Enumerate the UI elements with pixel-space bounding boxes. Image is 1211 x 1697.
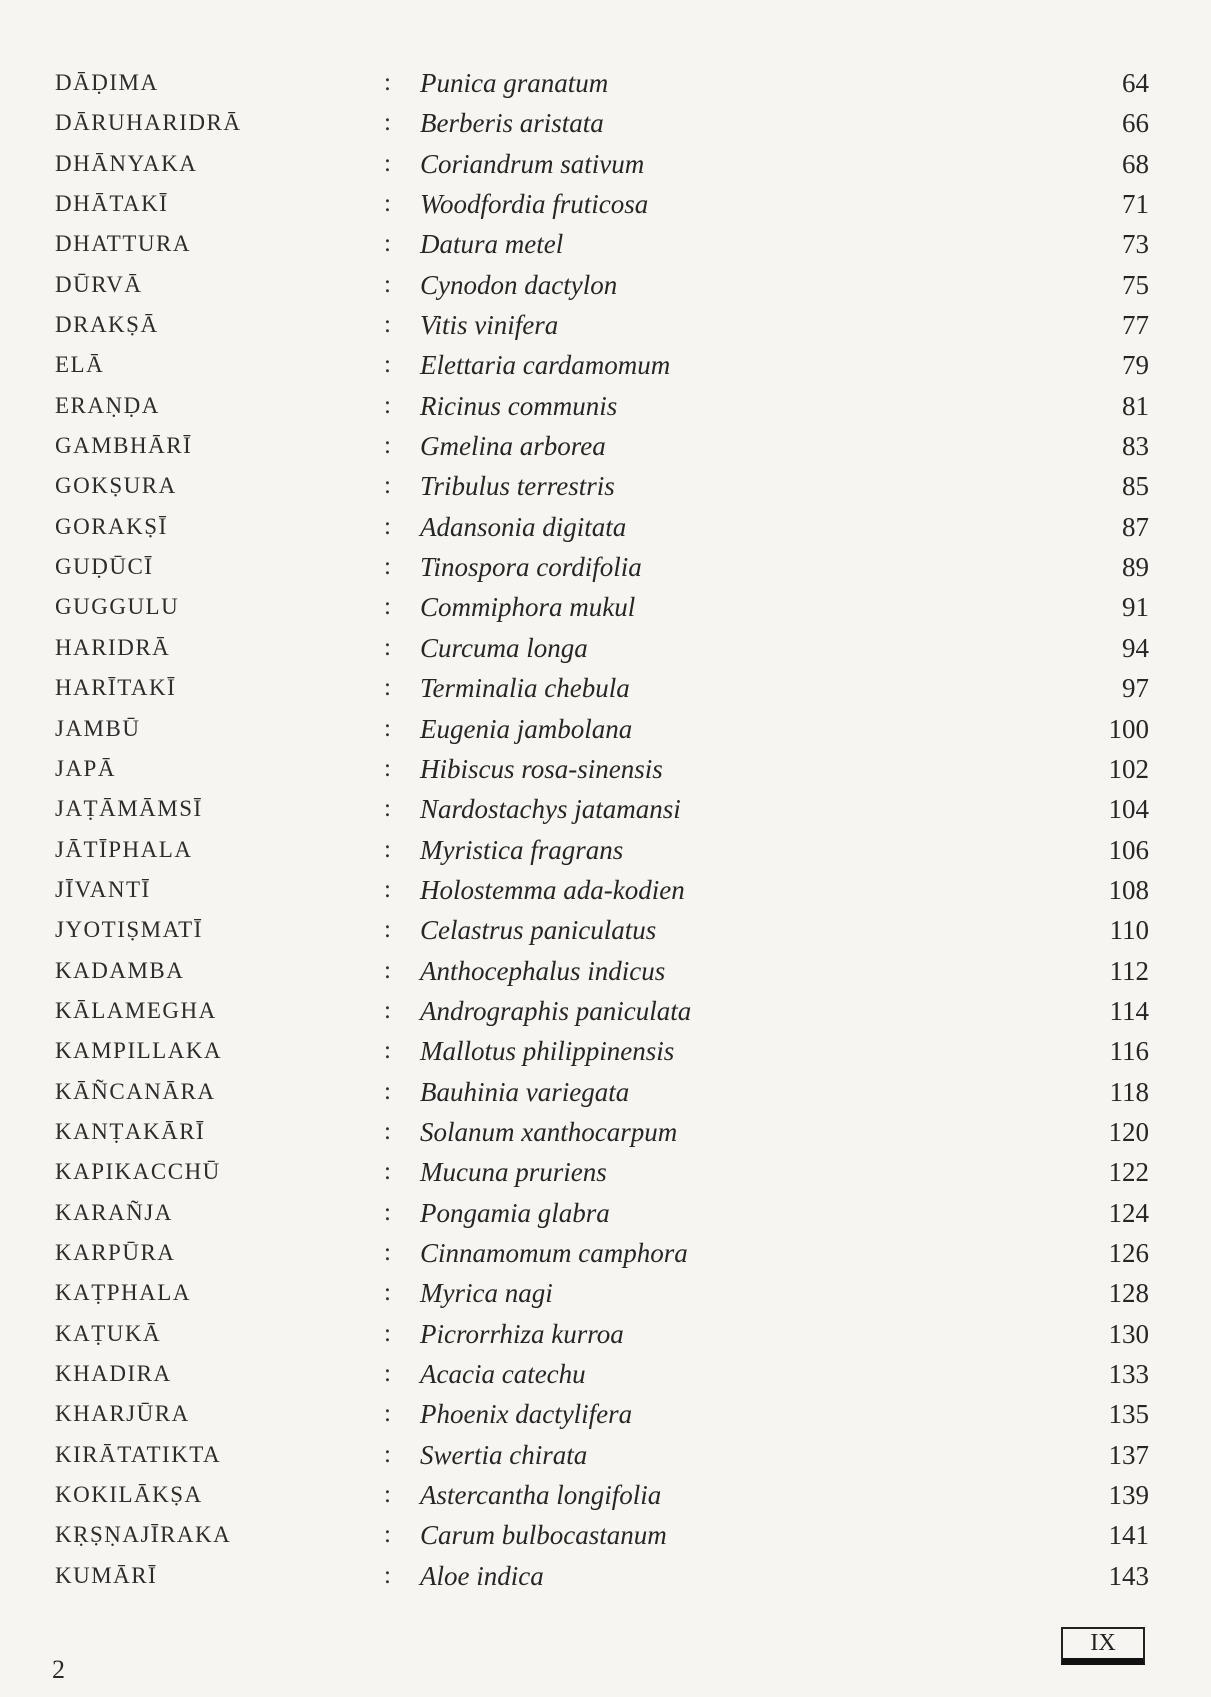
page-reference: 68 bbox=[1122, 148, 1149, 179]
page-reference: 143 bbox=[1108, 1560, 1149, 1591]
separator-colon: : bbox=[384, 1238, 391, 1266]
botanical-name: Datura metel bbox=[420, 229, 564, 260]
list-item bbox=[0, 749, 1211, 789]
sanskrit-name: KARPŪRA bbox=[55, 1239, 176, 1265]
separator-colon: : bbox=[384, 916, 391, 944]
sanskrit-name: KARAÑJA bbox=[55, 1199, 173, 1225]
list-item bbox=[0, 507, 1211, 547]
sanskrit-name: GAMBHĀRĪ bbox=[55, 433, 193, 459]
page-reference: 110 bbox=[1109, 915, 1149, 946]
botanical-name: Picrorrhiza kurroa bbox=[420, 1318, 624, 1349]
botanical-name: Hibiscus rosa-sinensis bbox=[420, 753, 663, 784]
list-item bbox=[0, 305, 1211, 345]
page-reference: 135 bbox=[1108, 1399, 1149, 1430]
list-item bbox=[0, 709, 1211, 749]
separator-colon: : bbox=[384, 1117, 391, 1145]
separator-colon: : bbox=[384, 1077, 391, 1105]
list-item bbox=[0, 870, 1211, 910]
botanical-name: Tinospora cordifolia bbox=[420, 552, 642, 583]
page-reference: 130 bbox=[1108, 1318, 1149, 1349]
page-reference: 106 bbox=[1108, 834, 1149, 865]
sanskrit-name: GOKṢURA bbox=[55, 473, 177, 499]
botanical-name: Acacia catechu bbox=[420, 1359, 586, 1389]
page-reference: 75 bbox=[1122, 269, 1149, 300]
separator-colon: : bbox=[384, 432, 391, 460]
botanical-name: Anthocephalus indicus bbox=[420, 955, 666, 986]
botanical-name: Andrographis paniculata bbox=[420, 995, 692, 1026]
page-reference: 118 bbox=[1109, 1076, 1149, 1107]
sanskrit-name: KAṬPHALA bbox=[55, 1280, 191, 1306]
list-item bbox=[0, 103, 1211, 143]
sanskrit-name: KAṬUKĀ bbox=[55, 1320, 162, 1346]
botanical-name: Mallotus philippinensis bbox=[420, 1036, 675, 1067]
page-reference: 133 bbox=[1108, 1359, 1149, 1389]
list-item bbox=[0, 1072, 1211, 1112]
separator-colon: : bbox=[384, 1360, 391, 1387]
separator-colon: : bbox=[384, 996, 391, 1024]
page-reference: 89 bbox=[1122, 552, 1149, 583]
botanical-name: Commiphora mukul bbox=[420, 592, 636, 623]
list-item bbox=[0, 224, 1211, 264]
list-item bbox=[0, 184, 1211, 224]
page-reference: 108 bbox=[1108, 874, 1149, 905]
botanical-name: Coriandrum sativum bbox=[420, 148, 645, 179]
roman-numeral-box: IX bbox=[1061, 1627, 1145, 1665]
list-item bbox=[0, 1112, 1211, 1152]
page-reference: 71 bbox=[1122, 189, 1149, 220]
botanical-name: Aloe indica bbox=[420, 1560, 544, 1591]
botanical-name: Gmelina arborea bbox=[420, 431, 606, 462]
separator-colon: : bbox=[384, 351, 391, 379]
botanical-name: Carum bulbocastanum bbox=[420, 1520, 667, 1551]
botanical-name: Eugenia jambolana bbox=[420, 713, 633, 744]
page-reference: 81 bbox=[1122, 390, 1149, 421]
sanskrit-name: DHĀTAKĪ bbox=[55, 191, 169, 217]
separator-colon: : bbox=[384, 795, 391, 823]
sanskrit-name: ERAṆḌA bbox=[55, 392, 160, 418]
list-item bbox=[0, 1475, 1211, 1515]
separator-colon: : bbox=[384, 1319, 391, 1347]
page-reference: 112 bbox=[1109, 955, 1149, 986]
sanskrit-name: JĪVANTĪ bbox=[55, 876, 151, 902]
botanical-name: Solanum xanthocarpum bbox=[420, 1116, 678, 1147]
sanskrit-name: JAMBŪ bbox=[55, 715, 141, 741]
list-item bbox=[0, 426, 1211, 466]
sanskrit-name: DHĀNYAKA bbox=[55, 150, 198, 176]
sanskrit-name: KANṬAKĀRĪ bbox=[55, 1118, 206, 1144]
separator-colon: : bbox=[384, 1561, 391, 1589]
page-reference: 122 bbox=[1108, 1157, 1149, 1188]
botanical-name: Myristica fragrans bbox=[420, 834, 624, 865]
sanskrit-name: JAṬĀMĀMSĪ bbox=[55, 796, 203, 822]
sanskrit-name: KADAMBA bbox=[55, 957, 185, 983]
botanical-name: Tribulus terrestris bbox=[420, 471, 615, 502]
sanskrit-name: GUḌŪCĪ bbox=[55, 554, 154, 580]
page-reference: 77 bbox=[1122, 310, 1149, 341]
sanskrit-name: KOKILĀKṢA bbox=[55, 1482, 203, 1508]
sanskrit-name: GORAKṢĪ bbox=[55, 513, 168, 539]
botanical-name: Myrica nagi bbox=[420, 1278, 553, 1309]
sanskrit-name: KHADIRA bbox=[55, 1361, 172, 1386]
page-reference: 126 bbox=[1108, 1237, 1149, 1268]
sanskrit-name: ELĀ bbox=[55, 352, 105, 378]
sanskrit-name: KUMĀRĪ bbox=[55, 1562, 158, 1588]
list-item bbox=[0, 1233, 1211, 1273]
separator-colon: : bbox=[384, 835, 391, 863]
botanical-name: Nardostachys jatamansi bbox=[420, 794, 681, 825]
separator-colon: : bbox=[384, 1440, 391, 1468]
botanical-name: Ricinus communis bbox=[420, 390, 618, 421]
list-item bbox=[0, 63, 1211, 103]
sanskrit-name: KIRĀTATIKTA bbox=[55, 1441, 222, 1467]
botanical-name: Vitis vinifera bbox=[420, 310, 559, 341]
separator-colon: : bbox=[384, 1158, 391, 1186]
list-item bbox=[0, 951, 1211, 991]
sanskrit-name: KAPIKACCHŪ bbox=[55, 1159, 221, 1185]
page-reference: 97 bbox=[1122, 673, 1149, 704]
list-item bbox=[0, 265, 1211, 305]
list-item bbox=[0, 1515, 1211, 1555]
separator-colon: : bbox=[384, 149, 391, 177]
botanical-name: Berberis aristata bbox=[420, 108, 604, 139]
page-reference: 83 bbox=[1122, 431, 1149, 462]
separator-colon: : bbox=[384, 190, 391, 218]
page-reference: 73 bbox=[1122, 229, 1149, 260]
page-reference: 139 bbox=[1108, 1480, 1149, 1511]
botanical-name: Cinnamomum camphora bbox=[420, 1237, 688, 1268]
separator-colon: : bbox=[384, 230, 391, 258]
index-list bbox=[0, 63, 1211, 1596]
separator-colon: : bbox=[384, 391, 391, 419]
botanical-name: Astercantha longifolia bbox=[420, 1480, 662, 1511]
sanskrit-name: KĀÑCANĀRA bbox=[55, 1078, 216, 1104]
botanical-name: Punica granatum bbox=[420, 68, 609, 98]
page-reference: 94 bbox=[1122, 632, 1149, 663]
botanical-name: Curcuma longa bbox=[420, 632, 588, 663]
separator-colon: : bbox=[384, 1400, 391, 1428]
separator-colon: : bbox=[384, 1198, 391, 1226]
botanical-name: Adansonia digitata bbox=[420, 511, 627, 542]
botanical-name: Terminalia chebula bbox=[420, 673, 630, 704]
separator-colon: : bbox=[384, 875, 391, 903]
botanical-name: Swertia chirata bbox=[420, 1439, 588, 1470]
page-reference: 91 bbox=[1122, 592, 1149, 623]
separator-colon: : bbox=[384, 69, 391, 96]
botanical-name: Elettaria cardamomum bbox=[420, 350, 671, 381]
separator-colon: : bbox=[384, 553, 391, 581]
list-item bbox=[0, 991, 1211, 1031]
page-reference: 66 bbox=[1122, 108, 1149, 139]
page-reference: 100 bbox=[1108, 713, 1149, 744]
botanical-name: Mucuna pruriens bbox=[420, 1157, 607, 1188]
list-item bbox=[0, 910, 1211, 950]
list-item bbox=[0, 1314, 1211, 1354]
page-reference: 104 bbox=[1108, 794, 1149, 825]
sanskrit-name: DHATTURA bbox=[55, 231, 191, 257]
page-reference: 141 bbox=[1108, 1520, 1149, 1551]
page-reference: 120 bbox=[1108, 1116, 1149, 1147]
list-item bbox=[0, 789, 1211, 829]
page-reference: 114 bbox=[1109, 995, 1149, 1026]
sanskrit-name: HARIDRĀ bbox=[55, 634, 171, 660]
separator-colon: : bbox=[384, 633, 391, 661]
list-item bbox=[0, 1354, 1211, 1394]
botanical-name: Woodfordia fruticosa bbox=[420, 189, 649, 220]
separator-colon: : bbox=[384, 956, 391, 984]
list-item bbox=[0, 1193, 1211, 1233]
sanskrit-name: JĀTĪPHALA bbox=[55, 836, 193, 862]
separator-colon: : bbox=[384, 1037, 391, 1065]
sanskrit-name: JAPĀ bbox=[55, 755, 116, 781]
list-item bbox=[0, 830, 1211, 870]
page-reference: 87 bbox=[1122, 511, 1149, 542]
separator-colon: : bbox=[384, 1279, 391, 1307]
sanskrit-name: DĀRUHARIDRĀ bbox=[55, 110, 242, 136]
separator-colon: : bbox=[384, 593, 391, 621]
page-reference: 124 bbox=[1108, 1197, 1149, 1228]
sanskrit-name: KĀLAMEGHA bbox=[55, 997, 217, 1023]
page-reference: 128 bbox=[1108, 1278, 1149, 1309]
list-item bbox=[0, 345, 1211, 385]
sanskrit-name: KṚṢṆAJĪRAKA bbox=[55, 1522, 232, 1548]
sanskrit-name: GUGGULU bbox=[55, 594, 180, 620]
botanical-name: Cynodon dactylon bbox=[420, 269, 618, 300]
separator-colon: : bbox=[384, 754, 391, 782]
sanskrit-name: JYOTIṢMATĪ bbox=[55, 917, 203, 943]
page-reference: 64 bbox=[1122, 68, 1149, 98]
separator-colon: : bbox=[384, 472, 391, 500]
sanskrit-name: DŪRVĀ bbox=[55, 271, 143, 297]
separator-colon: : bbox=[384, 1521, 391, 1549]
separator-colon: : bbox=[384, 714, 391, 742]
botanical-name: Phoenix dactylifera bbox=[420, 1399, 633, 1430]
list-item bbox=[0, 1152, 1211, 1192]
botanical-name: Celastrus paniculatus bbox=[420, 915, 657, 946]
list-item bbox=[0, 547, 1211, 587]
list-item bbox=[0, 1556, 1211, 1596]
list-item bbox=[0, 1435, 1211, 1475]
sanskrit-name: DĀḌIMA bbox=[55, 70, 159, 95]
page-reference: 116 bbox=[1109, 1036, 1149, 1067]
list-item bbox=[0, 587, 1211, 627]
list-item bbox=[0, 466, 1211, 506]
page-reference: 79 bbox=[1122, 350, 1149, 381]
separator-colon: : bbox=[384, 674, 391, 702]
sanskrit-name: HARĪTAKĪ bbox=[55, 675, 177, 701]
list-item bbox=[0, 1273, 1211, 1313]
page-reference: 102 bbox=[1108, 753, 1149, 784]
sanskrit-name: KAMPILLAKA bbox=[55, 1038, 223, 1064]
botanical-name: Holostemma ada-kodien bbox=[420, 874, 685, 905]
footer-page-number: 2 bbox=[52, 1655, 65, 1684]
list-item bbox=[0, 386, 1211, 426]
list-item bbox=[0, 628, 1211, 668]
separator-colon: : bbox=[384, 270, 391, 298]
separator-colon: : bbox=[384, 109, 391, 137]
sanskrit-name: DRAKṢĀ bbox=[55, 312, 159, 338]
page-reference: 85 bbox=[1122, 471, 1149, 502]
separator-colon: : bbox=[384, 1481, 391, 1509]
list-item bbox=[0, 668, 1211, 708]
list-item bbox=[0, 1031, 1211, 1071]
separator-colon: : bbox=[384, 311, 391, 339]
botanical-name: Pongamia glabra bbox=[420, 1197, 610, 1228]
separator-colon: : bbox=[384, 512, 391, 540]
page-reference: 137 bbox=[1108, 1439, 1149, 1470]
list-item bbox=[0, 1394, 1211, 1434]
sanskrit-name: KHARJŪRA bbox=[55, 1401, 190, 1427]
list-item bbox=[0, 144, 1211, 184]
botanical-name: Bauhinia variegata bbox=[420, 1076, 630, 1107]
